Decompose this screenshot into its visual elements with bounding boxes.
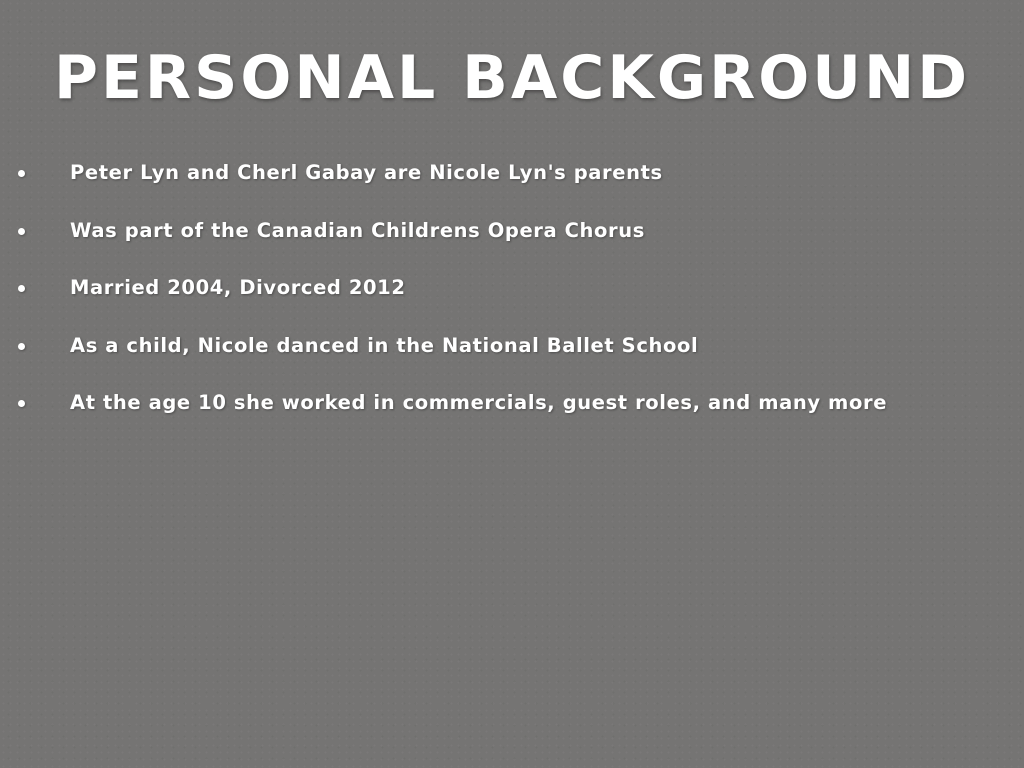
bullet-icon bbox=[18, 400, 25, 407]
bullet-list bbox=[0, 155, 1024, 443]
list-item bbox=[0, 385, 1024, 443]
bullet-text: As a child, Nicole danced in the National Ballet School bbox=[70, 333, 699, 357]
bullet-icon bbox=[18, 285, 25, 292]
bullet-icon bbox=[18, 170, 25, 177]
slide-title: PERSONAL BACKGROUND bbox=[53, 43, 971, 113]
list-item bbox=[0, 328, 1024, 386]
list-item bbox=[0, 213, 1024, 271]
bullet-text: Married 2004, Divorced 2012 bbox=[70, 276, 406, 299]
list-item bbox=[0, 155, 1024, 213]
bullet-text: Peter Lyn and Cherl Gabay are Nicole Lyn's parents bbox=[70, 161, 663, 184]
bullet-icon bbox=[18, 228, 25, 235]
bullet-text: Was part of the Canadian Childrens Opera Chorus bbox=[70, 218, 645, 242]
bullet-icon bbox=[18, 343, 25, 350]
bullet-text: At the age 10 she worked in commercials, guest roles, and many more bbox=[70, 391, 888, 414]
list-item bbox=[0, 270, 1024, 328]
